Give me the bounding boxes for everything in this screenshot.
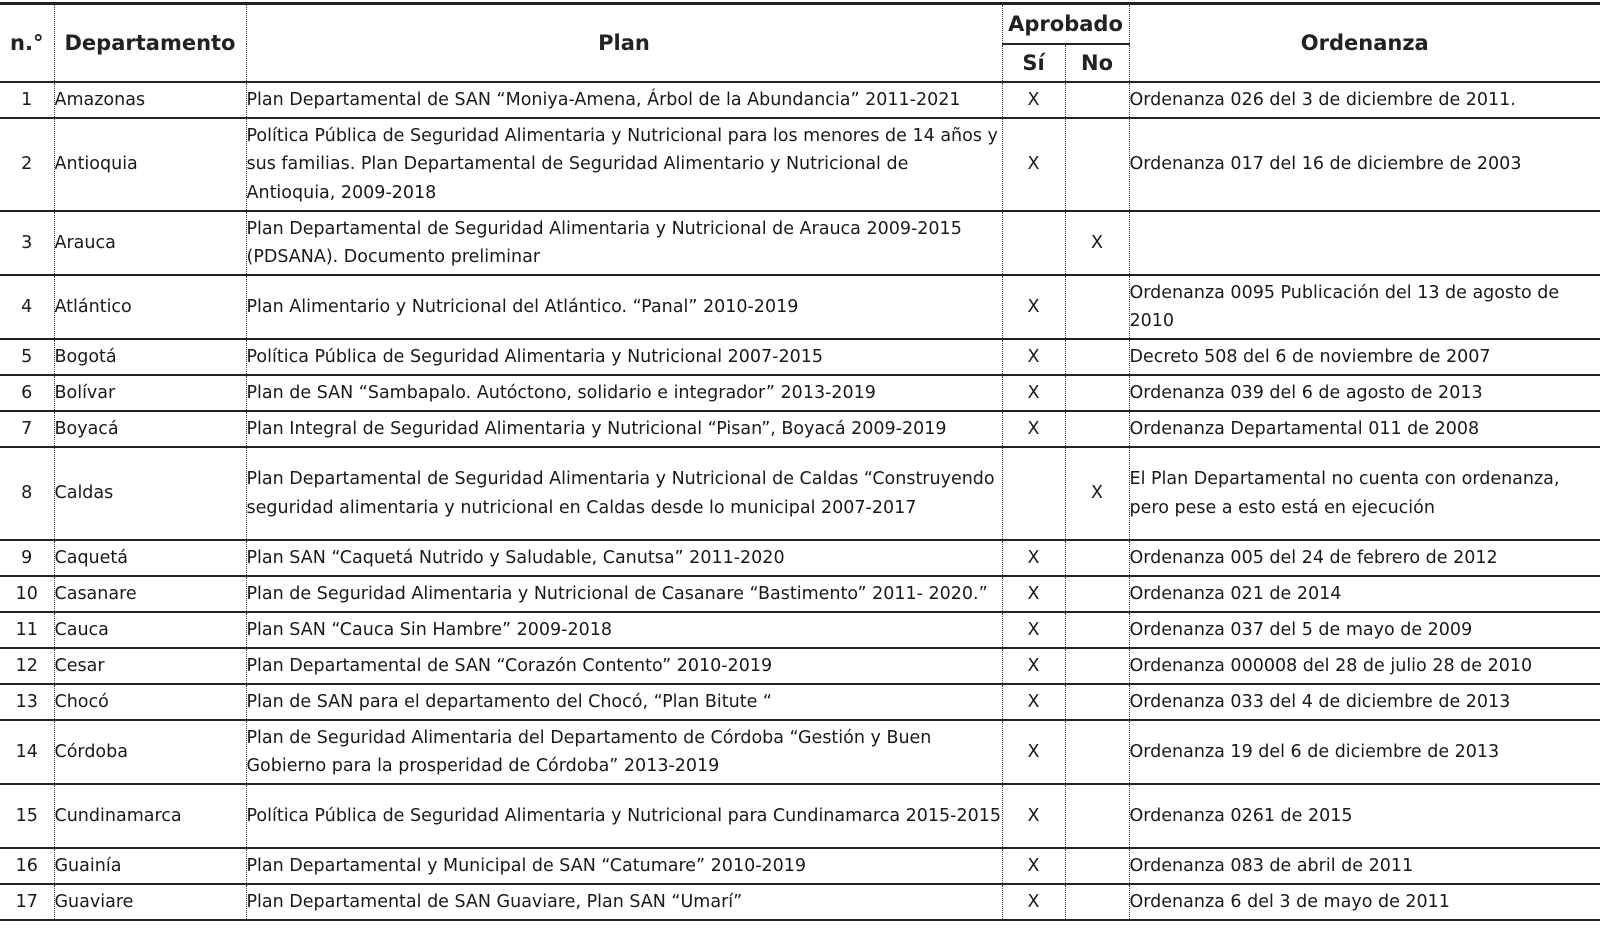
table-row xyxy=(0,118,1600,211)
row-ordenanza: El Plan Departamental no cuenta con ordenanza, pero pese a esto está en ejecución xyxy=(1129,447,1600,540)
row-ordenanza: Decreto 508 del 6 de noviembre de 2007 xyxy=(1129,339,1600,375)
row-ordenanza: Ordenanza 005 del 24 de febrero de 2012 xyxy=(1129,540,1600,576)
row-aprobado-no xyxy=(1065,540,1129,576)
row-departamento: Cundinamarca xyxy=(54,784,246,848)
row-ordenanza: Ordenanza 033 del 4 de diciembre de 2013 xyxy=(1129,684,1600,720)
row-aprobado-no xyxy=(1065,82,1129,118)
row-ordenanza: Ordenanza Departamental 011 de 2008 xyxy=(1129,411,1600,447)
row-number: 17 xyxy=(0,884,54,920)
table-row xyxy=(0,576,1600,612)
row-number: 8 xyxy=(0,447,54,540)
row-ordenanza: Ordenanza 0095 Publicación del 13 de agosto de 2010 xyxy=(1129,275,1600,339)
row-plan: Plan Departamental de SAN Guaviare, Plan SAN “Umarí” xyxy=(246,884,1002,920)
row-aprobado-si: X xyxy=(1002,82,1065,118)
row-ordenanza: Ordenanza 0261 de 2015 xyxy=(1129,784,1600,848)
table-row xyxy=(0,784,1600,848)
row-aprobado-no: X xyxy=(1065,211,1129,275)
row-aprobado-si: X xyxy=(1002,648,1065,684)
row-departamento: Casanare xyxy=(54,576,246,612)
row-ordenanza: Ordenanza 026 del 3 de diciembre de 2011. xyxy=(1129,82,1600,118)
row-aprobado-si: X xyxy=(1002,612,1065,648)
header-num: n.° xyxy=(0,4,54,83)
row-aprobado-si: X xyxy=(1002,784,1065,848)
row-number: 5 xyxy=(0,339,54,375)
row-aprobado-si: X xyxy=(1002,576,1065,612)
row-plan: Plan Departamental de Seguridad Alimentaria y Nutricional de Caldas “Construyendo seguridad alimentaria y nutricional en Caldas desde lo municipal 2007-2017 xyxy=(246,447,1002,540)
header-si: Sí xyxy=(1002,44,1065,82)
row-aprobado-si: X xyxy=(1002,275,1065,339)
row-aprobado-no: X xyxy=(1065,447,1129,540)
row-plan: Plan SAN “Caquetá Nutrido y Saludable, Canutsa” 2011-2020 xyxy=(246,540,1002,576)
row-number: 4 xyxy=(0,275,54,339)
row-aprobado-no xyxy=(1065,648,1129,684)
table-row xyxy=(0,211,1600,275)
table-row xyxy=(0,648,1600,684)
row-ordenanza: Ordenanza 19 del 6 de diciembre de 2013 xyxy=(1129,720,1600,784)
row-ordenanza: Ordenanza 017 del 16 de diciembre de 2003 xyxy=(1129,118,1600,211)
header-departamento: Departamento xyxy=(54,4,246,83)
table-row xyxy=(0,540,1600,576)
row-ordenanza xyxy=(1129,211,1600,275)
row-aprobado-no xyxy=(1065,612,1129,648)
row-aprobado-no xyxy=(1065,375,1129,411)
row-ordenanza: Ordenanza 037 del 5 de mayo de 2009 xyxy=(1129,612,1600,648)
row-plan: Política Pública de Seguridad Alimentaria y Nutricional para Cundinamarca 2015-2015 xyxy=(246,784,1002,848)
row-aprobado-no xyxy=(1065,720,1129,784)
row-number: 15 xyxy=(0,784,54,848)
table-body xyxy=(0,82,1600,920)
row-aprobado-si: X xyxy=(1002,684,1065,720)
row-aprobado-si: X xyxy=(1002,848,1065,884)
row-plan: Política Pública de Seguridad Alimentaria y Nutricional 2007-2015 xyxy=(246,339,1002,375)
row-aprobado-si xyxy=(1002,211,1065,275)
row-departamento: Arauca xyxy=(54,211,246,275)
row-number: 14 xyxy=(0,720,54,784)
row-departamento: Antioquia xyxy=(54,118,246,211)
row-aprobado-si: X xyxy=(1002,720,1065,784)
table-row xyxy=(0,339,1600,375)
table-row xyxy=(0,848,1600,884)
row-aprobado-no xyxy=(1065,684,1129,720)
row-plan: Plan de SAN para el departamento del Chocó, “Plan Bitute “ xyxy=(246,684,1002,720)
row-plan: Plan Departamental de Seguridad Alimentaria y Nutricional de Arauca 2009-2015 (PDSANA). Documento preliminar xyxy=(246,211,1002,275)
table-row xyxy=(0,447,1600,540)
row-number: 3 xyxy=(0,211,54,275)
header-ordenanza: Ordenanza xyxy=(1129,4,1600,83)
table-row xyxy=(0,684,1600,720)
row-aprobado-no xyxy=(1065,275,1129,339)
row-number: 9 xyxy=(0,540,54,576)
row-aprobado-no xyxy=(1065,848,1129,884)
row-departamento: Cauca xyxy=(54,612,246,648)
row-departamento: Guaviare xyxy=(54,884,246,920)
header-aprobado: Aprobado xyxy=(1002,4,1129,45)
row-plan: Plan de Seguridad Alimentaria y Nutricional de Casanare “Bastimento” 2011- 2020.” xyxy=(246,576,1002,612)
row-departamento: Bogotá xyxy=(54,339,246,375)
row-ordenanza: Ordenanza 039 del 6 de agosto de 2013 xyxy=(1129,375,1600,411)
row-aprobado-no xyxy=(1065,339,1129,375)
row-aprobado-si: X xyxy=(1002,339,1065,375)
row-aprobado-si: X xyxy=(1002,375,1065,411)
row-departamento: Caldas xyxy=(54,447,246,540)
row-departamento: Chocó xyxy=(54,684,246,720)
row-ordenanza: Ordenanza 083 de abril de 2011 xyxy=(1129,848,1600,884)
row-departamento: Cesar xyxy=(54,648,246,684)
row-number: 7 xyxy=(0,411,54,447)
row-number: 6 xyxy=(0,375,54,411)
row-aprobado-si xyxy=(1002,447,1065,540)
row-departamento: Amazonas xyxy=(54,82,246,118)
row-aprobado-si: X xyxy=(1002,411,1065,447)
row-number: 10 xyxy=(0,576,54,612)
row-aprobado-no xyxy=(1065,576,1129,612)
row-aprobado-si: X xyxy=(1002,118,1065,211)
row-number: 12 xyxy=(0,648,54,684)
row-plan: Política Pública de Seguridad Alimentaria y Nutricional para los menores de 14 años y sus familias. Plan Departamental de Seguridad Alimentario y Nutricional de Antioquia, 2009-2018 xyxy=(246,118,1002,211)
row-aprobado-no xyxy=(1065,411,1129,447)
table-row xyxy=(0,82,1600,118)
row-ordenanza: Ordenanza 000008 del 28 de julio 28 de 2010 xyxy=(1129,648,1600,684)
table-row xyxy=(0,720,1600,784)
row-plan: Plan de Seguridad Alimentaria del Departamento de Córdoba “Gestión y Buen Gobierno para la prosperidad de Córdoba” 2013-2019 xyxy=(246,720,1002,784)
row-number: 2 xyxy=(0,118,54,211)
row-number: 13 xyxy=(0,684,54,720)
table-row xyxy=(0,411,1600,447)
row-departamento: Caquetá xyxy=(54,540,246,576)
row-aprobado-si: X xyxy=(1002,540,1065,576)
row-plan: Plan Departamental de SAN “Corazón Contento” 2010-2019 xyxy=(246,648,1002,684)
row-plan: Plan de SAN “Sambapalo. Autóctono, solidario e integrador” 2013-2019 xyxy=(246,375,1002,411)
row-aprobado-no xyxy=(1065,884,1129,920)
row-number: 1 xyxy=(0,82,54,118)
row-number: 16 xyxy=(0,848,54,884)
row-plan: Plan SAN “Cauca Sin Hambre” 2009-2018 xyxy=(246,612,1002,648)
table-row xyxy=(0,884,1600,920)
row-departamento: Guainía xyxy=(54,848,246,884)
table-row xyxy=(0,375,1600,411)
row-plan: Plan Integral de Seguridad Alimentaria y Nutricional “Pisan”, Boyacá 2009-2019 xyxy=(246,411,1002,447)
row-aprobado-no xyxy=(1065,784,1129,848)
table-row xyxy=(0,275,1600,339)
header-no: No xyxy=(1065,44,1129,82)
plans-table xyxy=(0,2,1600,921)
row-departamento: Córdoba xyxy=(54,720,246,784)
header-plan: Plan xyxy=(246,4,1002,83)
table-header xyxy=(0,4,1600,83)
row-plan: Plan Departamental de SAN “Moniya-Amena, Árbol de la Abundancia” 2011-2021 xyxy=(246,82,1002,118)
row-ordenanza: Ordenanza 6 del 3 de mayo de 2011 xyxy=(1129,884,1600,920)
row-departamento: Atlántico xyxy=(54,275,246,339)
row-plan: Plan Departamental y Municipal de SAN “Catumare” 2010-2019 xyxy=(246,848,1002,884)
row-aprobado-no xyxy=(1065,118,1129,211)
row-departamento: Bolívar xyxy=(54,375,246,411)
table-row xyxy=(0,612,1600,648)
row-number: 11 xyxy=(0,612,54,648)
row-aprobado-si: X xyxy=(1002,884,1065,920)
row-plan: Plan Alimentario y Nutricional del Atlántico. “Panal” 2010-2019 xyxy=(246,275,1002,339)
row-departamento: Boyacá xyxy=(54,411,246,447)
row-ordenanza: Ordenanza 021 de 2014 xyxy=(1129,576,1600,612)
